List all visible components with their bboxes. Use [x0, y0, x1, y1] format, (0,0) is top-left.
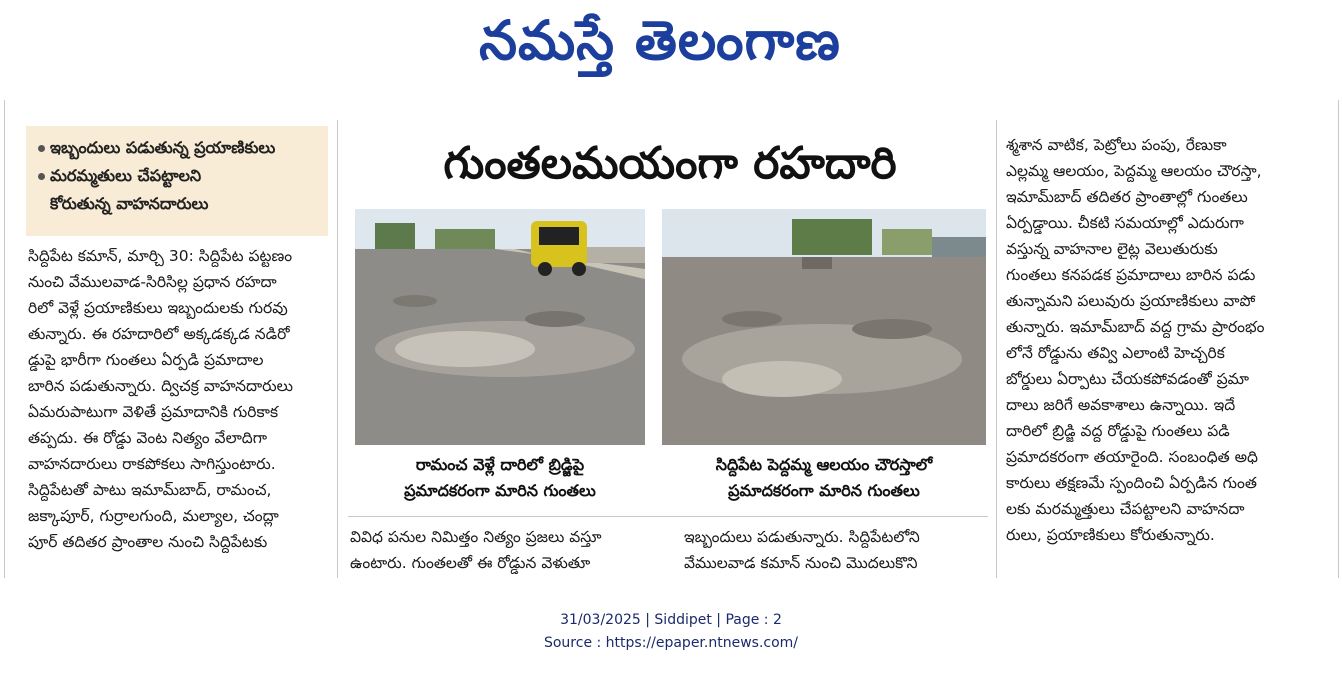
photo-road-bridge [355, 209, 645, 445]
news-clipping [0, 100, 1342, 578]
column-divider [337, 120, 338, 578]
photo2-caption: సిద్దిపేట పెద్దమ్మ ఆలయం చౌరస్తాలో ప్రమాదకరంగా మారిన గుంతలు [715, 455, 933, 500]
article-column-left: సిద్దిపేట కమాన్, మార్చి 30: సిద్దిపేట పట్టణం నుంచి వేములవాడ-సిరిసిల్ల ప్రధాన రహదా రిలో వెళ్లే ప్రయాణికులు ఇబ్బందులకు గురవు తున్నారు. ఈ రహదారిలో అక్కడక్కడ నడిరో డ్డుపై భారీగా గుంతలు ఏర్పడి ప్రమాదాల బారిన పడుతున్నారు. ద్విచక్ర వాహనదారులు ఏమరుపాటుగా వెళితే ప్రమాదానికి గురికాక తప్పదు. ఈ రోడ్డు వెంట నిత్యం వేలాదిగా వాహనదారులు రాకపోకలు సాగిస్తుంటారు. సిద్దిపేటతో పాటు ఇమామ్‌బాద్, రామంచ, జక్కాపూర్, గుర్రాలగుంది, మల్యాల, చంద్లా పూర్ తదితర ప్రాంతాల నుంచి సిద్దిపేటకు [28, 247, 294, 551]
headline: గుంతలమయంగా రహదారి [443, 138, 897, 189]
right-rule [1338, 100, 1339, 578]
summary-bullet: మరమ్మతులు చేపట్టాలని [36, 162, 318, 190]
footer-date-edition: 31/03/2025 | Siddipet | Page : 2 [560, 612, 782, 628]
masthead-logo: నమస్తే తెలంగాణ [479, 9, 841, 72]
article-column-mid-right: ఇబ్బందులు పడుతున్నారు. సిద్దిపేటలోని వేములవాడ కమాన్ నుంచి మొదలుకొని [684, 528, 920, 572]
column-divider-right [996, 120, 997, 578]
summary-box [26, 126, 328, 236]
caption-divider [348, 516, 988, 517]
photo-peddamma-junction [662, 209, 986, 445]
summary-bullet: ఇబ్బందులు పడుతున్న ప్రయాణికులు [36, 134, 318, 162]
photo1-caption: రామంచ వెళ్లే దారిలో బ్రిడ్జిపై ప్రమాదకరంగా మారిన గుంతలు [404, 455, 596, 500]
footer-source: Source : https://epaper.ntnews.com/ [543, 635, 799, 651]
article-column-mid-left: వివిధ పనుల నిమిత్తం నిత్యం ప్రజలు వస్తూ ఉంటారు. గుంతలతో ఈ రోడ్డున వెళుతూ [350, 528, 602, 572]
article-column-right: శ్మశాన వాటిక, పెట్రోలు పంపు, రేణుకా ఎల్లమ్మ ఆలయం, పెద్దమ్మ ఆలయం చౌరస్తా, ఇమామ్‌బాద్ తదితర ప్రాంతాల్లో గుంతలు ఏర్పడ్డాయి. చీకటి సమయాల్లో ఎదురుగా వస్తున్న వాహనాల లైట్ల వెలుతురుకు గుంతలు కనపడక ప్రమాదాలు బారిన పడు తున్నామని పలువురు ప్రయాణికులు వాపో తున్నారు. ఇమామ్‌బాద్ వద్ద గ్రామ ప్రారంభం లోనే రోడ్డును తవ్వి ఎలాంటి హెచ్చరిక బోర్డులు ఏర్పాటు చేయకపోవడంతో ప్రమా దాలు జరిగే అవకాశాలు ఉన్నాయి. ఇదే దారిలో బ్రిడ్జి వద్ద రోడ్డుపై గుంతలు పడి ప్రమాదకరంగా తయారైంది. సంబంధిత అధి కారులు తక్షణమే స్పందించి ఏర్పడిన గుంత లకు మరమ్మత్తులు చేపట్టాలని వాహనదా రులు, ప్రయాణికులు కోరుతున్నారు. [1006, 136, 1265, 544]
summary-continuation: కోరుతున్న వాహనదారులు [50, 194, 209, 213]
top-left-rule [4, 100, 5, 578]
